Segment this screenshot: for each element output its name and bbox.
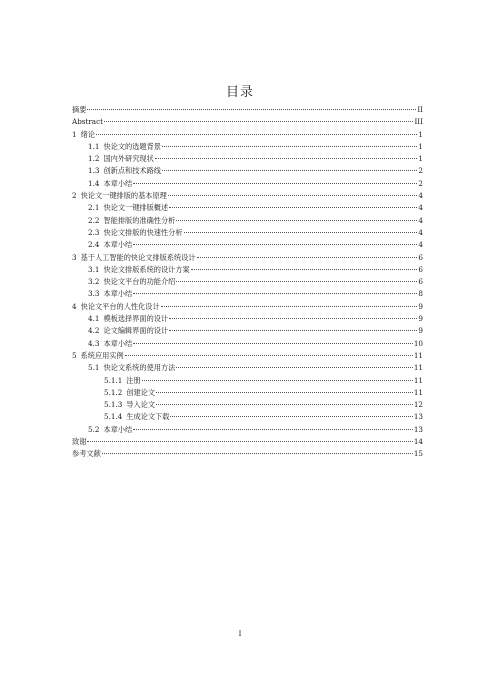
toc-entry[interactable] [72, 215, 423, 227]
toc-entry[interactable] [72, 387, 423, 399]
dot-leader [133, 183, 417, 184]
toc-entry-page: 4 [418, 191, 423, 201]
toc-entry[interactable] [72, 436, 423, 448]
toc-entry-title: 快论文排版的快速性分析 [103, 227, 183, 237]
toc-entry-number: 5.2 [88, 424, 100, 434]
toc-entry-number: 2.2 [88, 215, 100, 225]
dot-leader [162, 146, 417, 147]
toc-entry-number: 2.1 [88, 203, 100, 213]
toc-entry-title: 本章小结 [103, 178, 133, 188]
toc-entry[interactable] [72, 165, 423, 177]
dot-leader [125, 355, 413, 356]
toc-entry[interactable] [72, 116, 423, 128]
toc-entry-page: 4 [418, 240, 423, 250]
dot-leader [156, 392, 413, 393]
toc-entry-number: 1 [72, 129, 77, 139]
toc-entry[interactable] [72, 190, 423, 202]
toc-entry[interactable] [72, 178, 423, 190]
toc-entry-title: 导入论文 [126, 400, 156, 410]
toc-entry-number: 3.1 [88, 264, 100, 274]
toc-entry[interactable] [72, 104, 423, 116]
toc-entry-page: 6 [418, 264, 423, 274]
dot-leader [176, 281, 417, 282]
toc-entry-page: 11 [413, 350, 423, 360]
dot-leader [162, 170, 417, 171]
table-of-contents [72, 104, 423, 461]
dot-leader [169, 318, 417, 319]
toc-entry-title: Abstract [72, 117, 104, 127]
dot-leader [184, 232, 418, 233]
toc-entry-page: II [417, 105, 423, 114]
dot-leader [191, 269, 418, 270]
toc-entry-title: 致谢 [72, 437, 87, 447]
toc-entry-title: 快论文排版系统的设计方案 [103, 264, 190, 274]
toc-entry-title: 本章小结 [103, 338, 133, 348]
toc-entry-title: 快论文系统的使用方法 [103, 363, 176, 373]
dot-leader [96, 134, 417, 135]
toc-entry-title: 生成论文下载 [126, 412, 170, 422]
toc-entry-page: 10 [413, 338, 423, 348]
toc-entry-page: 6 [418, 252, 423, 262]
toc-entry[interactable] [72, 129, 423, 141]
toc-entry-page: 11 [413, 363, 423, 373]
toc-entry-number: 1.2 [88, 154, 100, 164]
toc-entry[interactable] [72, 264, 423, 276]
toc-entry[interactable] [72, 239, 423, 251]
dot-leader [133, 343, 413, 344]
toc-entry-title: 创新点和技术路线 [103, 166, 161, 176]
toc-entry-number: 3.3 [88, 289, 100, 299]
toc-entry-page: 6 [418, 277, 423, 287]
dot-leader [104, 121, 413, 122]
dot-leader [168, 195, 418, 196]
toc-entry[interactable] [72, 350, 423, 362]
toc-entry[interactable] [72, 227, 423, 239]
toc-entry[interactable] [72, 399, 423, 411]
toc-entry-number: 4.2 [88, 326, 100, 336]
toc-entry-title: 快论文平台的人性化设计 [80, 301, 160, 311]
toc-entry[interactable] [72, 141, 423, 153]
toc-entry-number: 1.3 [88, 166, 100, 176]
toc-entry-title: 创建论文 [126, 387, 156, 397]
dot-leader [133, 429, 413, 430]
toc-entry-title: 快论文一键排版的基本原理 [80, 191, 167, 201]
toc-entry-title: 注册 [126, 375, 141, 385]
toc-entry[interactable] [72, 252, 423, 264]
toc-entry[interactable] [72, 301, 423, 313]
toc-title: 目录 [225, 85, 254, 100]
toc-entry-page: 13 [413, 412, 423, 422]
toc-entry-title: 基于人工智能的快论文排版系统设计 [80, 252, 196, 262]
toc-entry[interactable] [72, 362, 423, 374]
toc-entry-number: 5.1.2 [104, 387, 123, 397]
dot-leader [155, 158, 418, 159]
toc-entry-page: 4 [418, 215, 423, 225]
toc-entry-title: 快论文一键排版概述 [103, 203, 169, 213]
toc-entry[interactable] [72, 448, 423, 460]
dot-leader [170, 416, 412, 417]
dot-leader [87, 109, 416, 110]
toc-entry-number: 5 [72, 350, 77, 360]
toc-entry-page: 1 [418, 129, 423, 139]
toc-entry-page: 11 [413, 375, 423, 385]
toc-entry-number: 4.1 [88, 314, 100, 324]
toc-entry[interactable] [72, 276, 423, 288]
toc-entry-number: 5.1 [88, 363, 100, 373]
toc-entry-number: 2 [72, 191, 77, 201]
toc-entry-title: 快论文的选题背景 [103, 141, 161, 151]
toc-entry[interactable] [72, 411, 423, 423]
page-number: I [238, 630, 242, 638]
dot-leader [133, 293, 417, 294]
toc-entry-number: 1.1 [88, 141, 100, 151]
toc-entry-page: 9 [418, 314, 423, 324]
dot-leader [87, 441, 412, 442]
toc-entry-title: 本章小结 [103, 289, 133, 299]
toc-entry-title: 本章小结 [103, 240, 133, 250]
toc-entry-number: 4 [72, 301, 77, 311]
toc-entry-number: 5.1.3 [104, 400, 123, 410]
toc-entry-title: 绪论 [80, 129, 95, 139]
toc-entry-page: III [414, 117, 423, 127]
dot-leader [133, 244, 417, 245]
dot-leader [169, 207, 417, 208]
toc-entry-title: 快论文平台的功能介绍 [103, 277, 176, 287]
toc-entry-number: 4.3 [88, 338, 100, 348]
toc-entry-page: 11 [413, 387, 423, 397]
dot-leader [176, 220, 417, 221]
dot-leader [102, 453, 413, 454]
dot-leader [161, 306, 418, 307]
toc-entry-title: 摘要 [72, 105, 87, 114]
toc-entry-title: 系统应用实例 [80, 350, 124, 360]
toc-entry-number: 2.4 [88, 240, 100, 250]
toc-entry-page: 15 [413, 449, 423, 459]
toc-entry-title: 论文编辑界面的设计 [103, 326, 169, 336]
toc-entry-number: 3.2 [88, 277, 100, 287]
toc-entry[interactable] [72, 202, 423, 214]
toc-entry-title: 参考文献 [72, 449, 101, 459]
toc-entry-page: 2 [418, 166, 423, 176]
toc-entry-title: 本章小结 [103, 424, 133, 434]
toc-entry-number: 5.1.4 [104, 412, 123, 422]
dot-leader [176, 367, 413, 368]
toc-entry-page: 13 [413, 424, 423, 434]
dot-leader [156, 404, 413, 405]
toc-entry-page: 8 [418, 289, 423, 299]
toc-entry-page: 9 [418, 326, 423, 336]
toc-entry[interactable] [72, 313, 423, 325]
toc-entry-title: 国内外研究现状 [103, 154, 154, 164]
toc-entry-number: 2.3 [88, 227, 100, 237]
toc-entry-page: 4 [418, 227, 423, 237]
dot-leader [169, 330, 417, 331]
toc-entry[interactable] [72, 424, 423, 436]
toc-entry[interactable] [72, 338, 423, 350]
toc-entry-title: 模板选择界面的设计 [103, 314, 169, 324]
toc-entry-page: 14 [413, 437, 423, 447]
dot-leader [197, 257, 418, 258]
toc-entry-page: 12 [413, 400, 423, 410]
toc-entry[interactable] [72, 325, 423, 337]
toc-entry-number: 5.1.1 [104, 375, 123, 385]
toc-entry[interactable] [72, 153, 423, 165]
toc-entry-number: 1.4 [88, 178, 100, 188]
toc-entry-page: 4 [418, 203, 423, 213]
toc-entry-page: 9 [418, 301, 423, 311]
toc-entry-page: 2 [418, 178, 423, 188]
toc-entry[interactable] [72, 375, 423, 387]
toc-entry-page: 1 [418, 141, 423, 151]
dot-leader [142, 380, 413, 381]
toc-entry-title: 智能排版的准确性分析 [103, 215, 176, 225]
toc-entry-number: 3 [72, 252, 77, 262]
toc-entry-page: 1 [418, 154, 423, 164]
toc-entry[interactable] [72, 288, 423, 300]
